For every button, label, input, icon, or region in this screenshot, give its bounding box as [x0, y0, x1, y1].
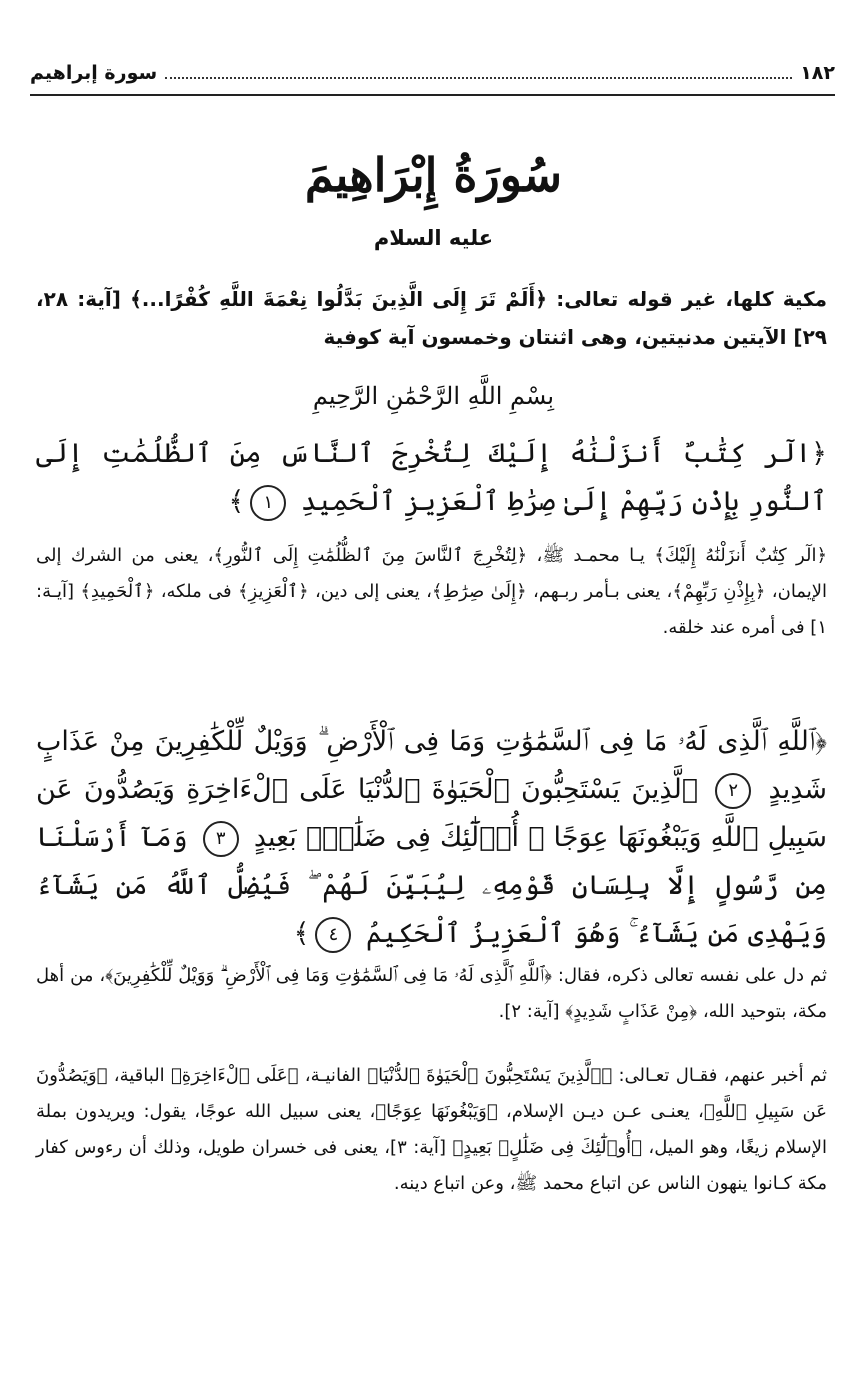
ornate-bracket-close-icon: ﴾ — [293, 918, 310, 949]
ornate-bracket-open-icon: ﴿ — [815, 726, 827, 757]
verse-2-text: ٱللَّهِ ٱلَّذِى لَهُۥ مَا فِى ٱلسَّمَٰوَٰتِ وَمَا فِى ٱلْأَرْضِ ۗ وَوَيْلٌ لِّلْكَٰفِرِينَ مِنْ عَذَابٍ شَدِيدٍ — [36, 726, 827, 805]
tafsir-paragraph-1: ﴿الٓر كِتَٰبٌ أَنزَلْنَٰهُ إِلَيْكَ﴾ يـا محمـد ﷺ، ﴿لِتُخْرِجَ ٱلنَّاسَ مِنَ ٱلظُّلُمَٰتِ إِلَى ٱلنُّورِ﴾، يعنى من الشرك إلى الإيمان، ﴿بِإِذْنِ رَبِّهِمْ﴾، يعنى بـأمر ربـهم، ﴿إِلَىٰ صِرَٰطِ﴾، يعنى إلى دين، ﴿ٱلْعَزِيزِ﴾ فى ملكه، ﴿ٱلْحَمِيدِ﴾ [آيـة: ١] فى أمره عند خلقه. — [36, 545, 827, 638]
verse-4-text: وَمَآ أَرْسَلْنَا مِن رَّسُولٍ إِلَّا بِلِسَانِ قَوْمِهِۦ لِيُبَيِّنَ لَهُمْ ۖ فَيُضِلُّ ٱللَّهُ مَن يَشَآءُ وَيَهْدِى مَن يَشَآءُ ۚ وَهُوَ ٱلْعَزِيزُ ٱلْحَكِيمُ — [36, 822, 827, 949]
page-number: ١٨٢ — [800, 62, 835, 84]
ayah-marker-4: ٤ — [315, 917, 351, 953]
verse-3-text: ٱلَّذِينَ يَسْتَحِبُّونَ ٱلْحَيَوٰةَ ٱلدُّنْيَا عَلَى ٱلْءَاخِرَةِ وَيَصُدُّونَ عَن سَبِيلِ ٱللَّهِ وَيَبْغُونَهَا عِوَجًا ۚ أُو۟لَٰٓئِكَ فِى ضَلَٰلٍۭ بَعِيدٍ — [36, 774, 828, 853]
ayah-marker-1: ١ — [250, 485, 286, 521]
verse-block-1 — [36, 430, 827, 526]
verse-block-2 — [36, 718, 827, 958]
ayah-marker-3: ٣ — [203, 821, 239, 857]
basmala: بِسْمِ اللَّهِ الرَّحْمَٰنِ الرَّحِيمِ — [312, 382, 555, 410]
header-surah-name: سورة إبراهيم — [30, 62, 158, 84]
ayah-marker-2: ٢ — [715, 773, 751, 809]
running-header — [30, 58, 835, 88]
verse-1-text: الٓر كِتَٰبٌ أَنزَلْنَٰهُ إِلَيْكَ لِتُخْرِجَ ٱلنَّاسَ مِنَ ٱلظُّلُمَٰتِ إِلَى ٱلنُّورِ بِإِذْنِ رَبِّهِمْ إِلَىٰ صِرَٰطِ ٱلْعَزِيزِ ٱلْحَمِيدِ — [36, 438, 827, 517]
header-rule — [30, 94, 835, 96]
ornate-bracket-open-icon: ﴿ — [811, 438, 827, 469]
tafsir-paragraph-3: ثم أخبر عنهم، فقـال تعـالى: ﴿ٱلَّذِينَ يَسْتَحِبُّونَ ٱلْحَيَوٰةَ ٱلدُّنْيَا﴾ الفانيـة، ﴿عَلَى ٱلْءَاخِرَةِ﴾ الباقية، ﴿وَيَصُدُّونَ عَن سَبِيلِ ٱللَّهِ﴾، يعنـى عـن ديـن الإسلام، ﴿وَيَبْغُونَهَا عِوَجًا﴾، يعنى سبيل الله عوجًا، يقول: ويريدون بملة الإسلام زيغًا، وهو الميل، ﴿أُو۟لَٰٓئِكَ فِى ضَلَٰلٍۭ بَعِيدٍ﴾ [آية: ٣]، يعنى فى خسران طويل، وذلك أن رءوس كفار مكة كـانوا ينهون الناس عن اتباع محمد ﷺ، وعن اتباع دينه. — [36, 1065, 827, 1194]
ornate-bracket-close-icon: ﴾ — [228, 486, 245, 517]
surah-intro: مكية كلها، غير قوله تعالى: ﴿أَلَمْ تَرَ إِلَى الَّذِينَ بَدَّلُوا نِعْمَةَ اللَّهِ كُفْرًا...﴾ [آية: ٢٨، ٢٩] الآيتين مدنيتين، وهى اثنتان وخمسون آية كوفية — [36, 287, 827, 349]
tafsir-paragraph-2: ثم دل على نفسه تعالى ذكره، فقال: ﴿ٱللَّهِ ٱلَّذِى لَهُۥ مَا فِى ٱلسَّمَٰوَٰتِ وَمَا فِى ٱلْأَرْضِ ۗ وَوَيْلٌ لِّلْكَٰفِرِينَ﴾، من أهل مكة، بتوحيد الله، ﴿مِنْ عَذَابٍ شَدِيدٍ﴾ [آية: ٢]. — [36, 965, 827, 1022]
surah-title: سُورَةُ إِبْرَاهِيمَ — [304, 148, 563, 202]
surah-subtitle: عليه السلام — [373, 226, 494, 250]
header-dot-leader — [165, 77, 792, 79]
